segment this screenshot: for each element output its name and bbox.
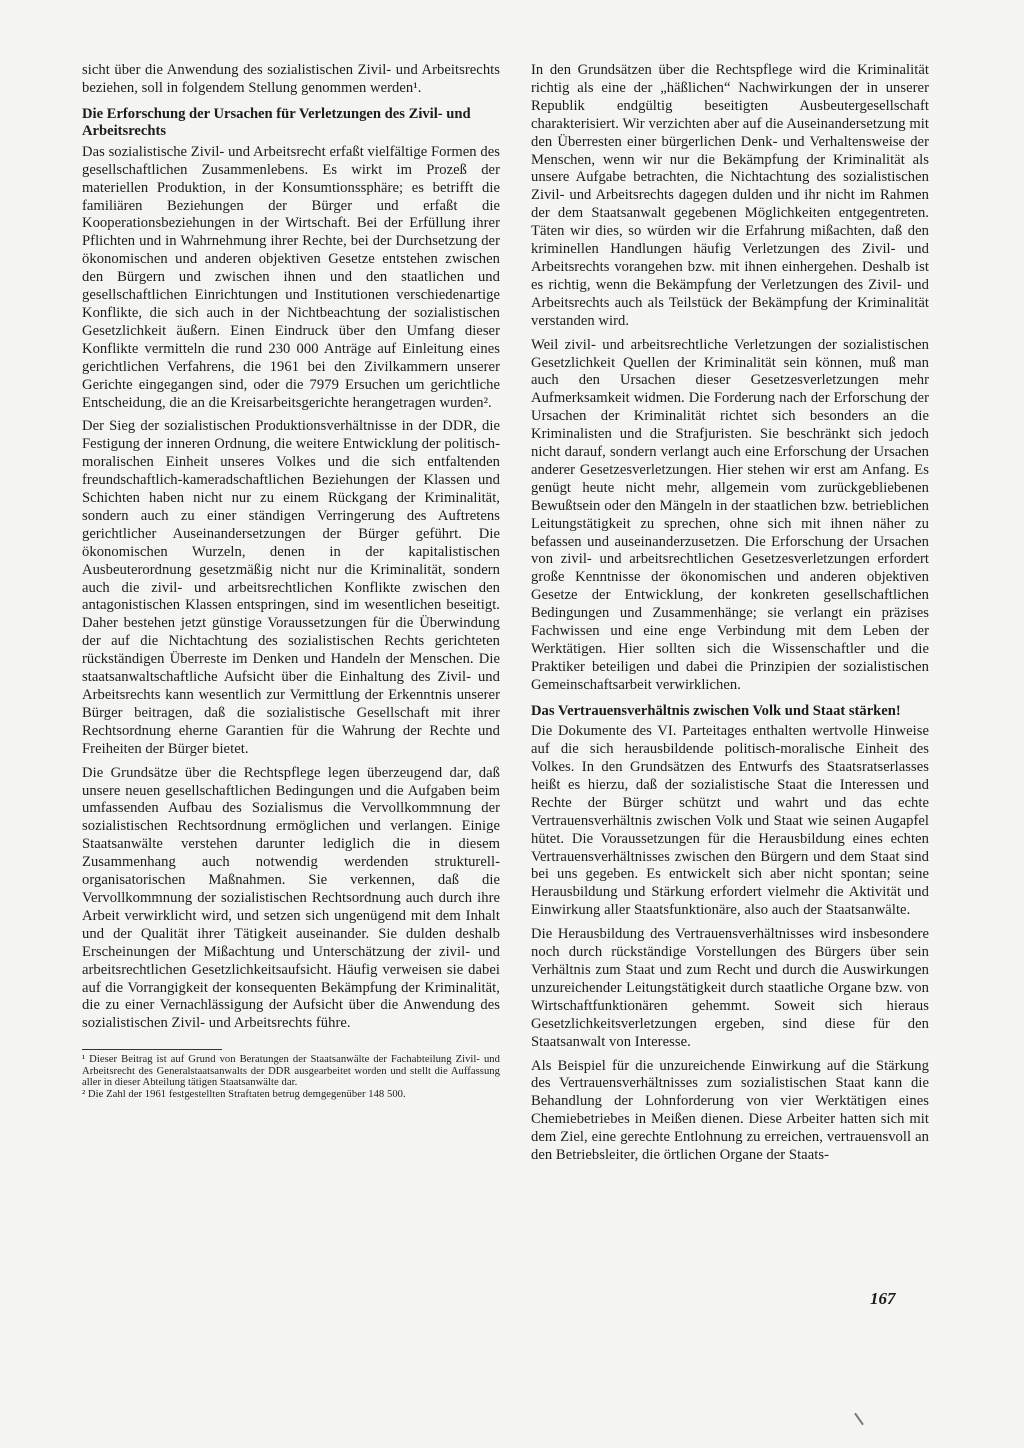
paragraph: Weil zivil- und arbeitsrechtliche Verletzungen der sozialistischen Gesetzlichkeit Quellen der Kriminalität sein können, muß man auch den Ursachen dieser Gesetzesverletzungen mehr Aufmerksamkeit widmen. Die Forderung nach der Erforschung der Ursachen der Kriminalität richtet sich besonders an die Kriminalisten und die Strafjuristen. Sie beschränkt sich jedoch nicht darauf, sondern verlangt auch eine Erforschung der Ursachen anderer Gesetzesverletzungen. Hier stehen wir erst am Anfang. Es genügt heute nicht mehr, allgemein vom zurückgebliebenen Bewußtsein oder den Mängeln in der staatlichen bzw. betrieblichen Leitungstätigkeit zu sprechen, ohne sich mit ihnen näher zu befassen und auseinanderzusetzen. Die Erforschung der Ursachen von zivil- und arbeitsrechtlichen Gesetzesverletzungen erfordert große Kenntnisse der ökonomischen und anderen objektiven Gesetze der Entwicklung, der konkreten gesellschaftlichen Bedingungen und Zusammenhänge; sie verlangt ein präzises Fachwissen und eine enge Verbindung mit dem Leben der Werktätigen. Hier sollten sich die Wissenschaftler und die Praktiker beteiligen und dabei die Prinzipien der sozialistischen Gemeinschaftsarbeit verwirklichen.: [531, 336, 929, 693]
right-column: [531, 62, 929, 1165]
footnote: ¹ Dieser Beitrag ist auf Grund von Beratungen der Staatsanwälte der Fachabteilung Zivil- und Arbeitsrecht des Generalstaatsanwalts der DDR ausgearbeitet worden und stellt die Auffassung aller in dieser Abteilung tätigen Staatsanwälte dar.: [82, 1054, 500, 1089]
paragraph: In den Grundsätzen über die Rechtspflege wird die Kriminalität richtig als eine der „häßlichen“ Nachwirkungen der in unserer Republik endgültig beseitigten Ausbeutergesellschaft charakterisiert. Wir verzichten aber auf die Auseinandersetzung mit den Überresten einer bürgerlichen Denk- und Verhaltensweise der Menschen, wenn wir nur die Bekämpfung der Kriminalität als unsere Aufgabe betrachten, die Nichtachtung des sozialistischen Zivil- und Arbeitsrechts dagegen dulden und ihr nicht im Rahmen der dem Staatsanwalt gegebenen Möglichkeiten entgegentreten. Täten wir dies, so würden wir die Erfahrung mißachten, daß den kriminellen Handlungen häufig Verletzungen des Zivil- und Arbeitsrechts vorangehen bzw. mit ihnen einhergehen. Deshalb ist es richtig, wenn die Bekämpfung der Verletzungen des Zivil- und Arbeitsrechts auch als Teilstück der Bekämpfung der Kriminalität verstanden wird.: [531, 62, 929, 329]
section-heading: Das Vertrauensverhältnis zwischen Volk und Staat stärken!: [531, 702, 901, 719]
footnote: ² Die Zahl der 1961 festgestellten Straftaten betrug demgegenüber 148 500.: [82, 1089, 406, 1100]
paragraph: Als Beispiel für die unzureichende Einwirkung auf die Stärkung des Vertrauensverhältnisses zum sozialistischen Staat kann die Behandlung der Lohnforderung von vier Werktätigen eines Chemiebetriebes in Meißen dienen. Diese Arbeiter hatten sich mit dem Ziel, eine gerechte Entlohnung zu erreichen, vertrauensvoll an den Betriebsleiter, die örtlichen Organe der Staats-: [531, 1057, 929, 1164]
section-heading: Die Erforschung der Ursachen für Verletzungen des Zivil- und Arbeitsrechts: [82, 105, 471, 140]
paragraph: Die Dokumente des VI. Parteitages enthalten wertvolle Hinweise auf die sich herausbildende politisch-moralische Einheit des Volkes. In den Grundsätzen des Entwurfs des Staatsratserlasses heißt es hierzu, daß der sozialistische Staat die Interessen und Rechte der Bürger schützt und wahrt und das echte Vertrauensverhältnis zwischen Volk und Staat wie seinen Augapfel hütet. Die Voraussetzungen für die Herausbildung eines echten Vertrauensverhältnisses zwischen den Bürgern und dem Staat sind bei uns gegeben. Es entwickelt sich aber nicht spontan; seine Herausbildung und Stärkung erfordert vielmehr die Aktivität und Einwirkung aller Staatsfunktionäre, also auch der Staatsanwälte.: [531, 723, 929, 919]
page-number: 167: [870, 1289, 896, 1308]
left-column: [82, 62, 500, 1101]
paragraph: Die Herausbildung des Vertrauensverhältnisses wird insbesondere noch durch rückständige Vorstellungen des Bürgers über sein Verhältnis zum Staat und zum Recht und durch die Auswirkungen unzureichender Leitungstätigkeit durch staatliche Organe bzw. von Wirtschaftfunktionären gehemmt. Soweit sich hieraus Gesetzlichkeitsverletzungen ergeben, sind diese für den Staatsanwalt von Interesse.: [531, 926, 929, 1050]
paragraph: Das sozialistische Zivil- und Arbeitsrecht erfaßt vielfältige Formen des gesellschaftlichen Zusammenlebens. Es wirkt im Prozeß der materiellen Produktion, in der Konsumtionssphäre; es betrifft die familiären Beziehungen der Bürger und erfaßt die Kooperationsbeziehungen in der Wirtschaft. Bei der Erfüllung ihrer Pflichten und in Wahrnehmung ihrer Rechte, bei der Durchsetzung der ökonomischen und anderen objektiven Gesetze entstehen zwischen den Bürgern und zwischen ihnen und den staatlichen und gesellschaftlichen Einrichtungen und Institutionen verschiedenartige Konflikte, die sich auch in der Nichtbeachtung der sozialistischen Gesetzlichkeit äußern. Einen Eindruck über den Umfang dieser Konflikte vermitteln die rund 230 000 Anträge auf Einleitung eines gerichtlichen Verfahrens, die 1961 bei den Zivilkammern unserer Gerichte eingegangen sind, oder die 7979 Ersuchen um gerichtliche Entscheidung, die an die Kreisarbeitsgerichte herangetragen wurden².: [82, 143, 500, 411]
footnote-divider: [82, 1049, 222, 1050]
paragraph: Die Grundsätze über die Rechtspflege legen überzeugend dar, daß unsere neuen gesellschaftlichen Bedingungen und die Aufgaben beim umfassenden Aufbau des Sozialismus die Vervollkommnung der sozialistischen Rechtsordnung ermöglichen und verlangen. Einige Staatsanwälte verstehen darunter lediglich die in diesem Zusammenhang auch notwendig werdenden strukturell-organisatorischen Maßnahmen. Sie verkennen, daß die Vervollkommnung der sozialistischen Rechtsordnung auch durch ihre Arbeit verwirklicht wird, und setzen sich ungenügend mit dem Inhalt und der Qualität ihrer Tätigkeit auseinander. Sie dulden deshalb Erscheinungen der Mißachtung und Unterschätzung der zivil- und arbeitsrechtlichen Gesetzlichkeitsaufsicht. Häufig verweisen sie dabei auf die Vorrangigkeit der konsequenten Bekämpfung der Kriminalität, die zu einer Vernachlässigung der Aufsicht über die Anwendung des sozialistischen Zivil- und Arbeitsrechts führe.: [82, 764, 500, 1032]
paragraph: Der Sieg der sozialistischen Produktionsverhältnisse in der DDR, die Festigung der inneren Ordnung, die weitere Entwicklung der politisch-moralischen Einheit unseres Volkes und die sich entfaltenden freundschaftlich-kameradschaftlichen Beziehungen der Klassen und Schichten haben nicht nur zu einem Rückgang der Kriminalität, sondern auch zu einer ständigen Verringerung des Auftretens gerichtlicher Auseinandersetzungen der Bürger geführt. Die ökonomischen Wurzeln, denen in der kapitalistischen Ausbeuterordnung gesetzmäßig nicht nur die Kriminalität, sondern auch die zivil- und arbeitsrechtlichen Konflikte zwischen den antagonistischen Klassen entspringen, sind im wesentlichen beseitigt. Daher bestehen jetzt günstige Voraussetzungen für die Überwindung der auf die Nichtachtung des sozialistischen Rechts gerichteten rückständigen Überreste im Denken und Handeln der Menschen. Die staatsanwaltschaftliche Aufsicht über die Einhaltung des Zivil- und Arbeitsrechts kann wesentlich zur Vermittlung der Erkenntnis unserer Bürger beitragen, daß die sozialistische Gesellschaft mit ihrer Rechtsordnung eherne Garantien für die Wahrung der Rechte und Freiheiten der Bürger bietet.: [82, 418, 500, 757]
paragraph: sicht über die Anwendung des sozialistischen Zivil- und Arbeitsrechts beziehen, soll in folgendem Stellung genommen werden¹.: [82, 62, 500, 96]
scan-artifact-mark: [854, 1413, 864, 1426]
